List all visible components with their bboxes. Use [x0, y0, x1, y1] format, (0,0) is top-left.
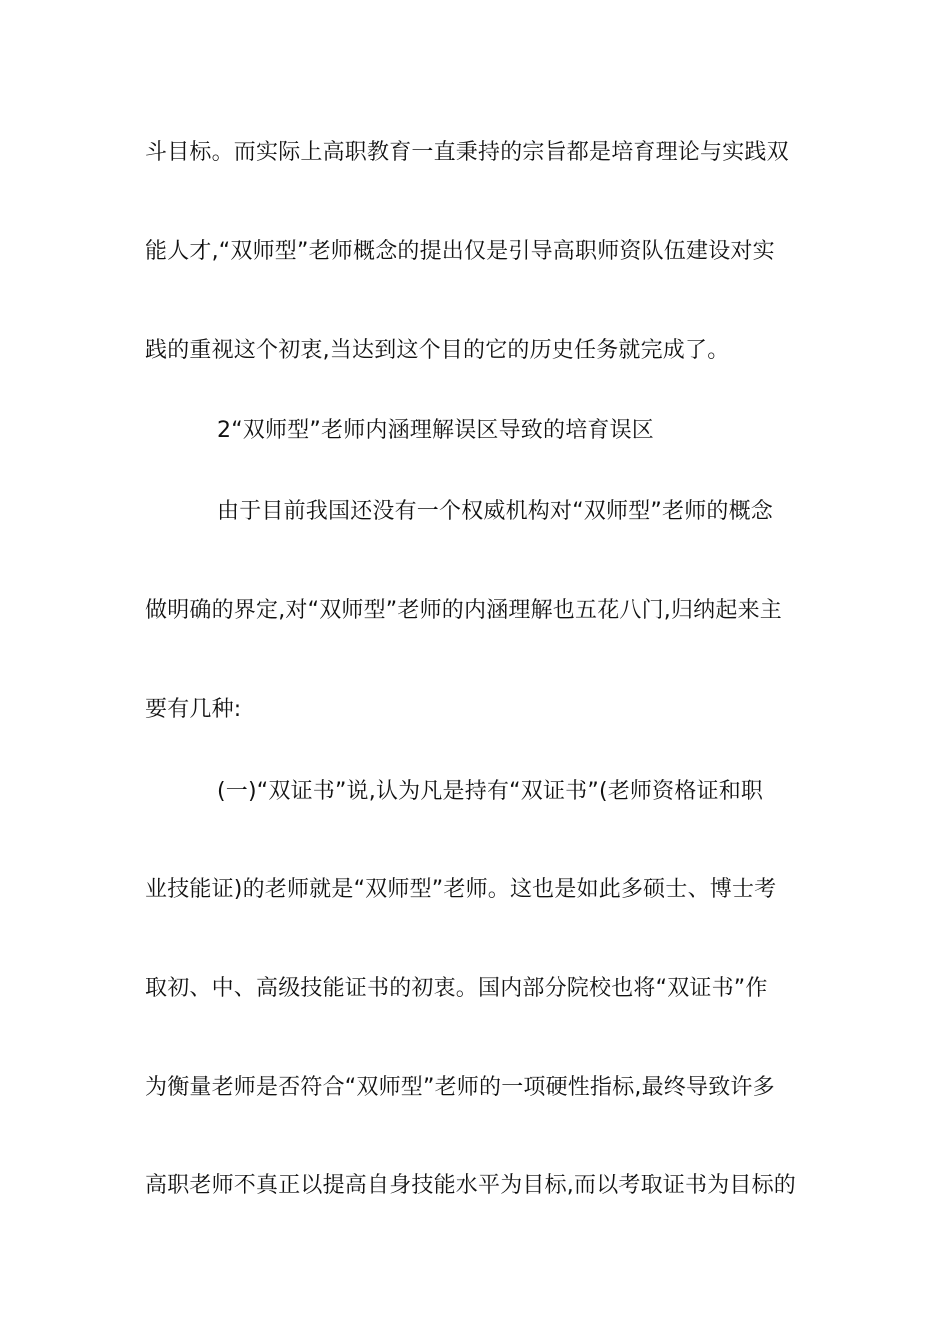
paragraph-line-7: (一)“双证书”说,认为凡是持有“双证书”(老师资格证和职 [217, 779, 764, 804]
paragraph-line-10: 为衡量老师是否符合“双师型”老师的一项硬性指标,最终导致许多 [145, 1075, 775, 1100]
paragraph-line-9: 取初、中、高级技能证书的初衷。国内部分院校也将“双证书”作 [145, 976, 768, 1001]
paragraph-line-2: 能人才,“双师型”老师概念的提出仅是引导高职师资队伍建设对实 [145, 239, 775, 264]
paragraph-line-11: 高职老师不真正以提高自身技能水平为目标,而以考取证书为目标的 [145, 1173, 796, 1198]
paragraph-line-8: 业技能证)的老师就是“双师型”老师。这也是如此多硕士、博士考 [145, 877, 777, 902]
section-heading: 2“双师型”老师内涵理解误区导致的培育误区 [217, 418, 654, 443]
paragraph-line-4: 由于目前我国还没有一个权威机构对“双师型”老师的概念 [217, 499, 773, 524]
paragraph-line-5: 做明确的界定,对“双师型”老师的内涵理解也五花八门,归纳起来主 [145, 598, 782, 623]
paragraph-line-3: 践的重视这个初衷,当达到这个目的它的历史任务就完成了。 [145, 338, 730, 363]
paragraph-line-1: 斗目标。而实际上高职教育一直秉持的宗旨都是培育理论与实践双 [145, 140, 789, 165]
paragraph-line-6: 要有几种: [145, 697, 242, 722]
